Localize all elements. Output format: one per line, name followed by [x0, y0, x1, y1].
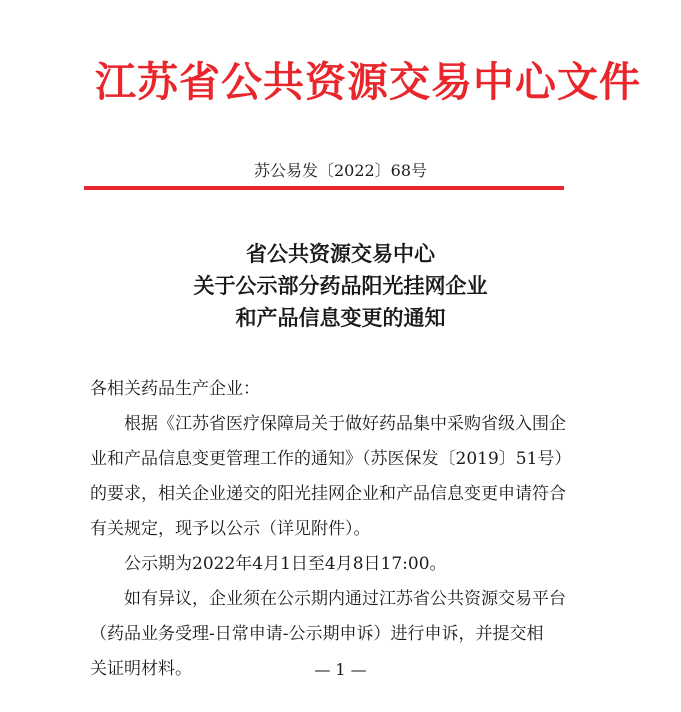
paragraph-line: 业和产品信息变更管理工作的通知》（苏医保发〔2019〕51号） — [90, 449, 572, 469]
masthead-title: 江苏省公共资源交易中心文件 — [95, 58, 641, 106]
title-line-1: 省公共资源交易中心 — [246, 241, 435, 266]
paragraph-line: 如有异议，企业须在公示期内通过江苏省公共资源交易平台 — [124, 589, 566, 609]
paragraph-line: 根据《江苏省医疗保障局关于做好药品集中采购省级入围企 — [124, 414, 566, 434]
paragraph-line: 有关规定，现予以公示（详见附件）。 — [90, 519, 371, 539]
title-line-2: 关于公示部分药品阳光挂网企业 — [193, 273, 488, 298]
paragraph-period: 公示期为2022年4月1日至4月8日17:00。 — [124, 554, 447, 574]
title-line-3: 和产品信息变更的通知 — [235, 305, 446, 330]
red-divider-line — [84, 186, 564, 190]
paragraph-line: 的要求，相关企业递交的阳光挂网企业和产品信息变更申请符合 — [90, 484, 566, 504]
page-number: — 1 — — [314, 660, 367, 679]
document-number: 苏公易发〔2022〕68号 — [253, 161, 428, 180]
paragraph-line: 关证明材料。 — [90, 659, 192, 679]
paragraph-line: （药品业务受理-日常申请-公示期申诉）进行申诉，并提交相 — [90, 624, 544, 644]
paragraph-basis — [90, 407, 572, 547]
notice-title — [0, 238, 681, 334]
salutation: 各相关药品生产企业： — [90, 379, 260, 399]
notice-body — [90, 372, 572, 687]
